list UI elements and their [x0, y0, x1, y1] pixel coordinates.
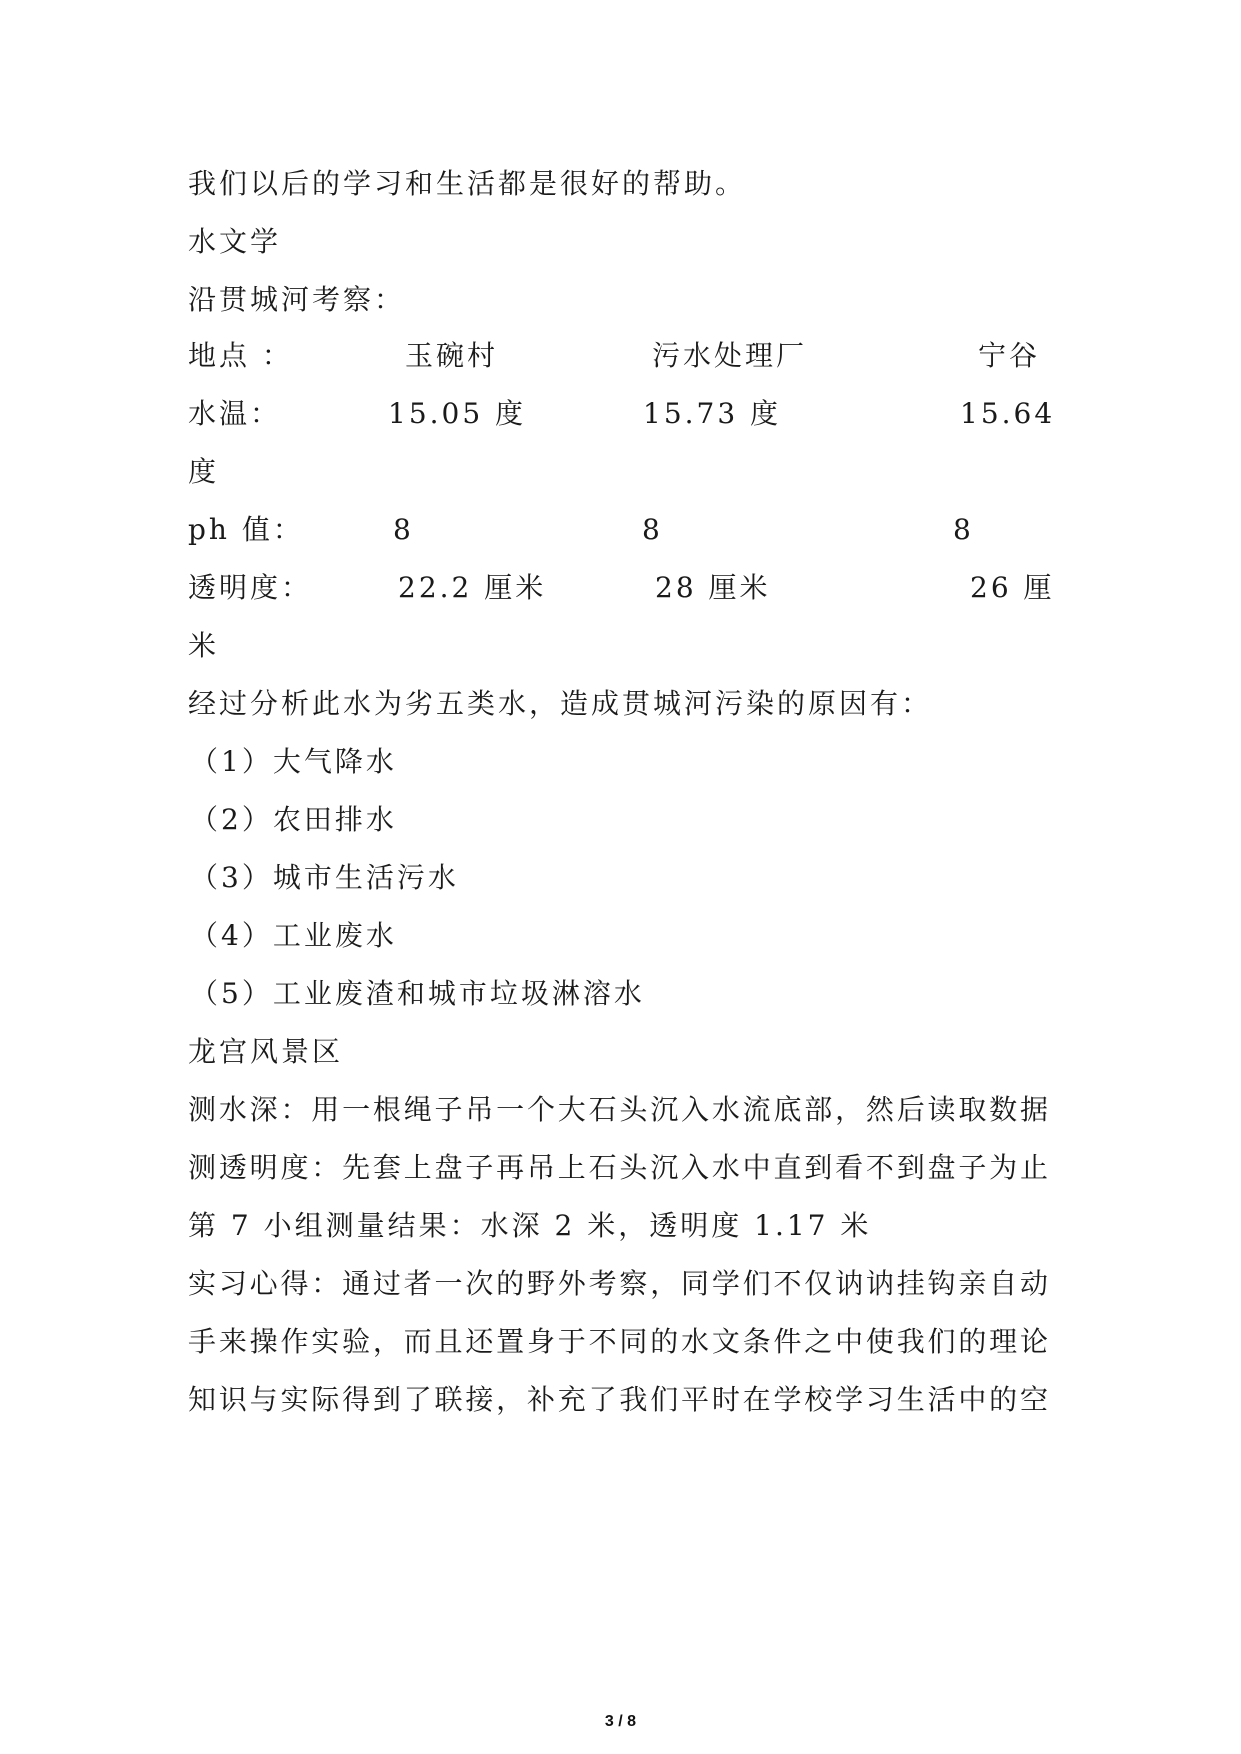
list-item: （5）工业废渣和城市垃圾淋溶水 — [190, 977, 645, 1010]
cell-clarity-1: 22.2 厘米 — [398, 571, 547, 604]
paragraph-route: 沿贯城河考察： — [188, 283, 406, 316]
cell-temperature-3: 15.64 — [960, 397, 1056, 430]
paragraph-experience: 知识与实际得到了联接，补充了我们平时在学校学习生活中的空 — [188, 1383, 1048, 1416]
cell-clarity-wrap: 米 — [188, 629, 220, 662]
cell-location-1: 玉碗村 — [405, 339, 499, 372]
cell-ph-3: 8 — [953, 513, 974, 546]
paragraph-result: 第 7 小组测量结果：水深 2 米，透明度 1.17 米 — [188, 1209, 872, 1242]
cell-temperature-1: 15.05 度 — [388, 397, 527, 430]
list-item: （2）农田排水 — [190, 803, 397, 836]
row-label-temperature: 水温： — [188, 397, 282, 430]
page-number: 3 / 8 — [604, 1713, 637, 1730]
paragraph-experience: 手来操作实验，而且还置身于不同的水文条件之中使我们的理论 — [188, 1325, 1048, 1358]
paragraph-depth-method: 测水深：用一根绳子吊一个大石头沉入水流底部，然后读取数据 — [188, 1093, 1048, 1126]
cell-location-2: 污水处理厂 — [652, 339, 808, 372]
cell-temperature-2: 15.73 度 — [643, 397, 782, 430]
cell-temperature-wrap: 度 — [188, 455, 220, 488]
list-item: （4）工业废水 — [190, 919, 397, 952]
row-label-ph: ph 值： — [188, 513, 304, 546]
paragraph-continuation: 我们以后的学习和生活都是很好的帮助。 — [188, 167, 747, 200]
row-label-location: 地点 ： — [188, 339, 293, 372]
cell-ph-1: 8 — [393, 513, 414, 546]
row-label-clarity: 透明度： — [188, 571, 313, 604]
list-item: （3）城市生活污水 — [190, 861, 459, 894]
paragraph-clarity-method: 测透明度：先套上盘子再吊上石头沉入水中直到看不到盘子为止 — [188, 1151, 1048, 1184]
cell-clarity-2: 28 厘米 — [655, 571, 771, 604]
list-item: （1）大气降水 — [190, 745, 397, 778]
section-heading-hydrology: 水文学 — [188, 225, 282, 258]
cell-ph-2: 8 — [642, 513, 663, 546]
section-heading-scenic: 龙宫风景区 — [188, 1035, 344, 1068]
cell-location-3: 宁谷 — [978, 339, 1041, 372]
paragraph-experience: 实习心得：通过者一次的野外考察，同学们不仅讷讷挂钩亲自动 — [188, 1267, 1048, 1300]
cell-clarity-3: 26 厘 — [970, 571, 1055, 604]
paragraph-analysis: 经过分析此水为劣五类水，造成贯城河污染的原因有： — [188, 687, 933, 720]
